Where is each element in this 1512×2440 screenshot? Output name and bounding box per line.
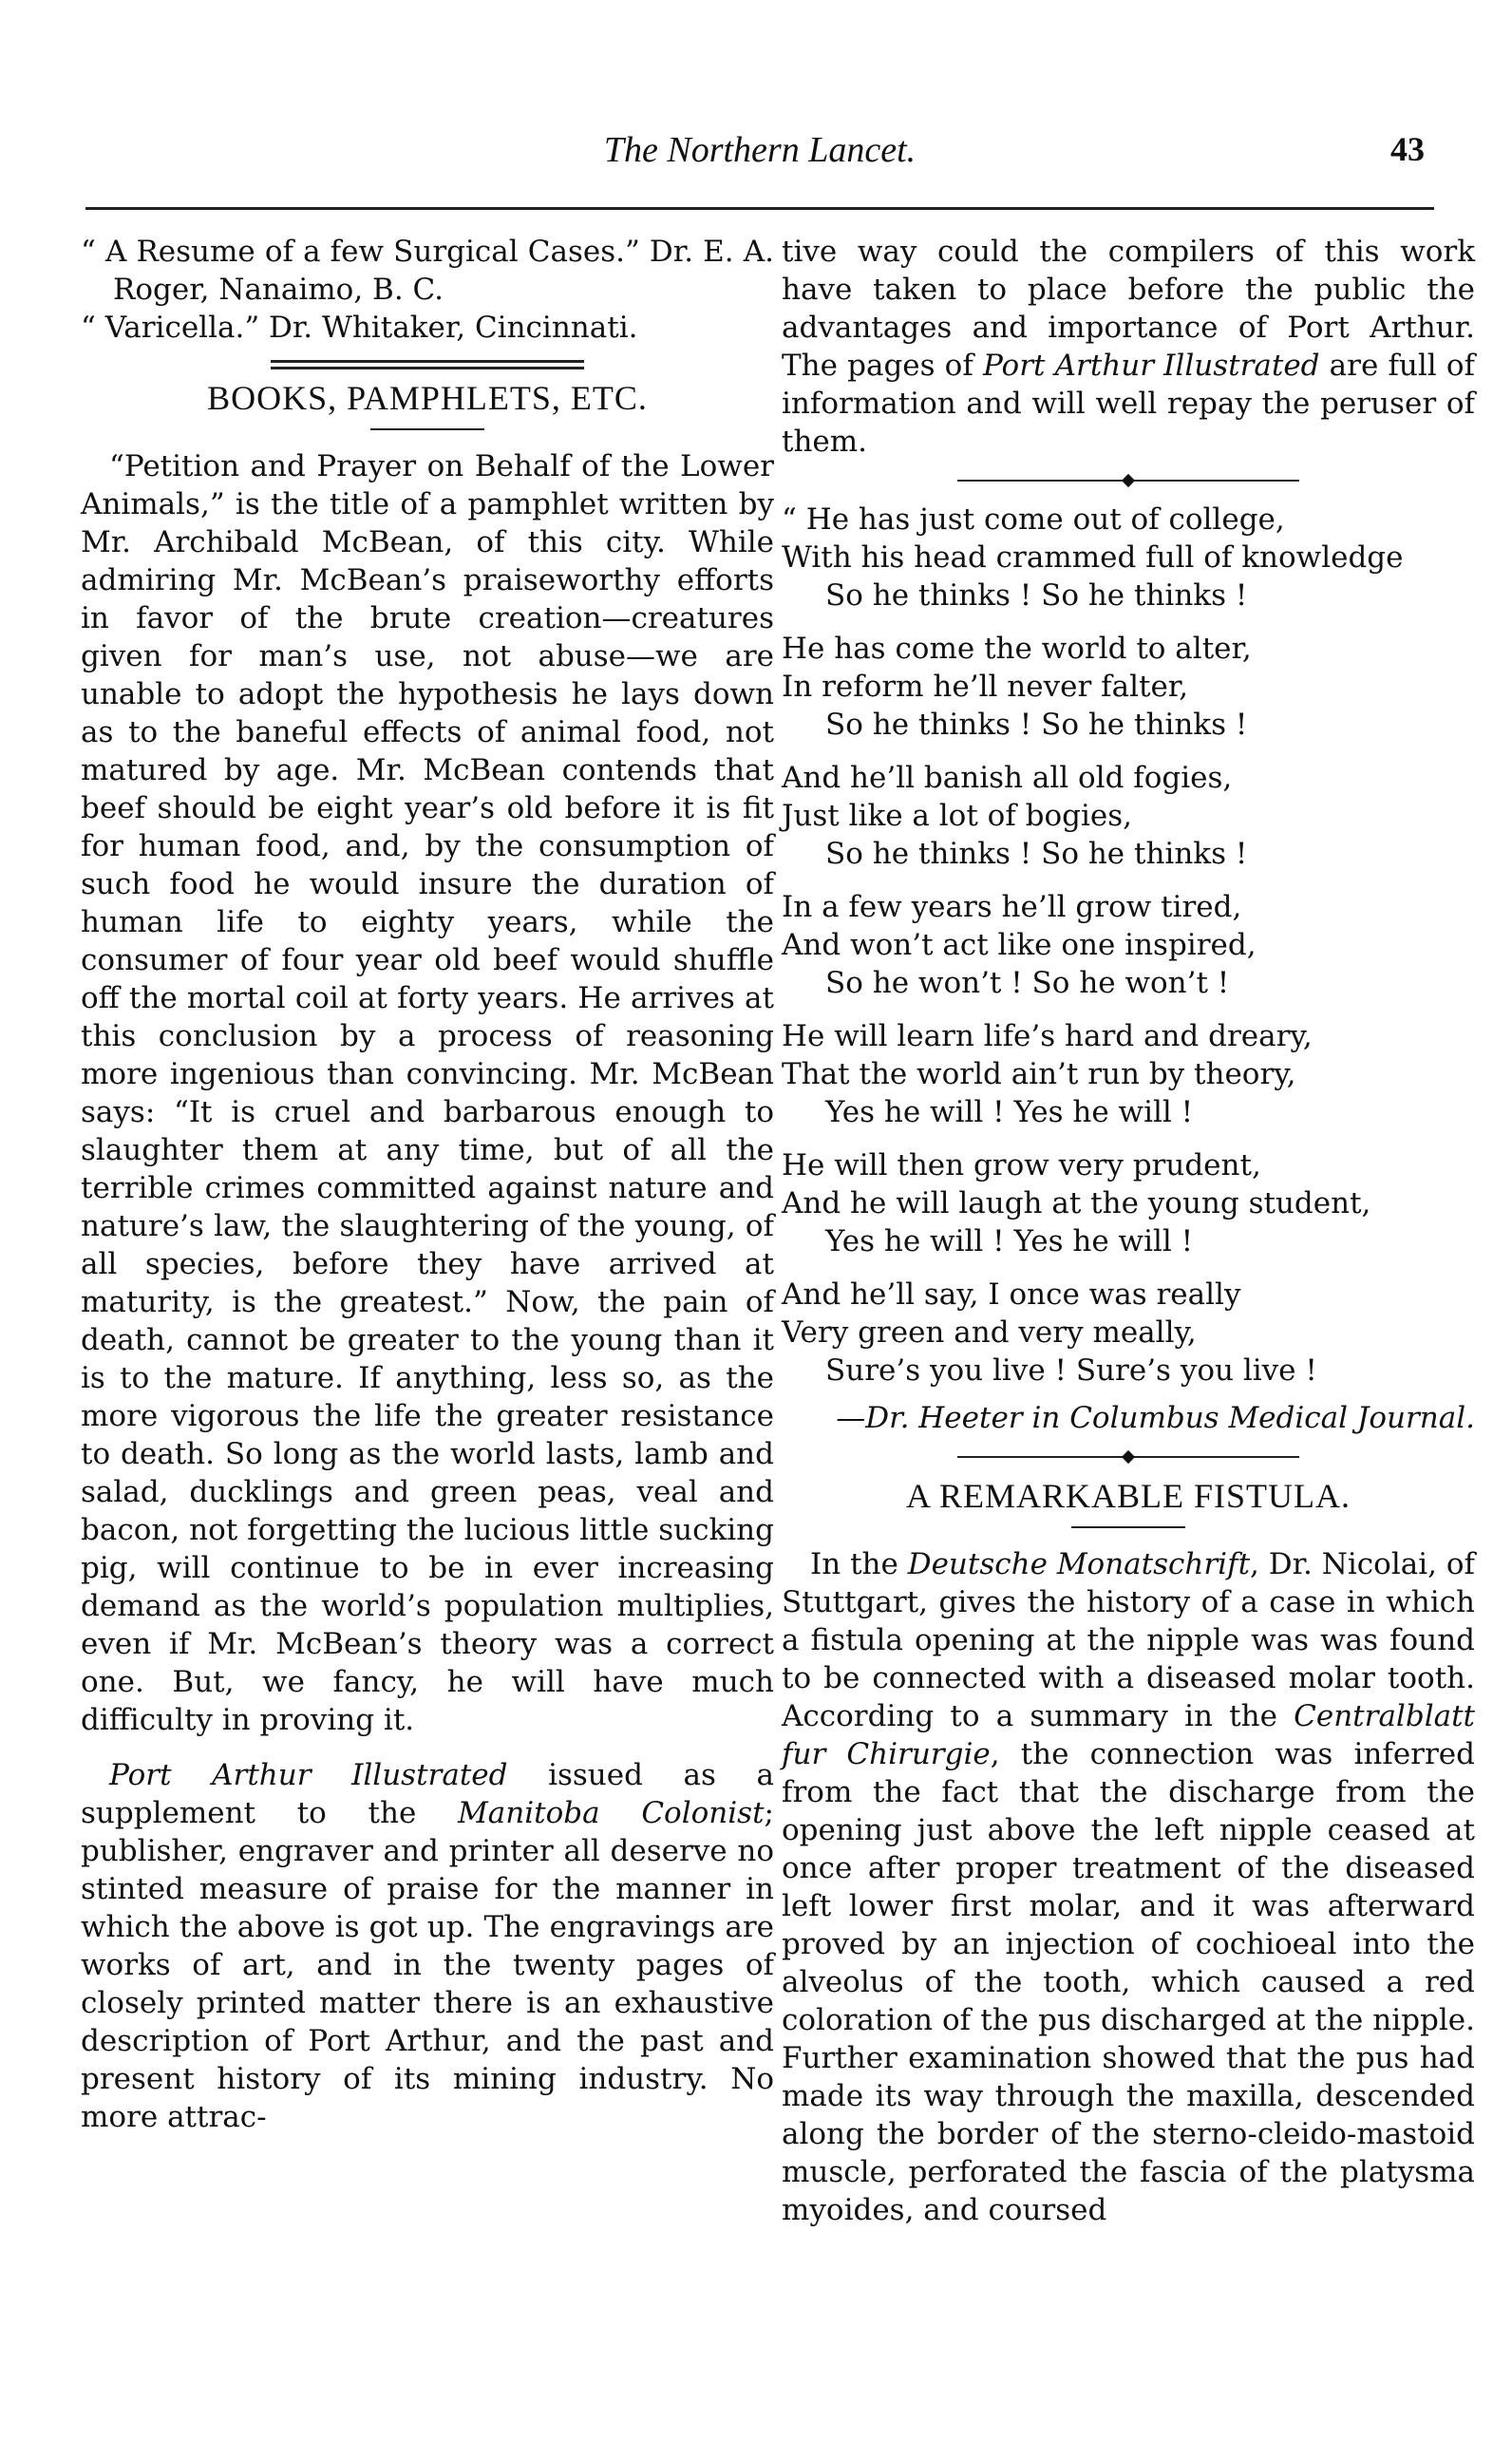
- page-header: [85, 129, 1434, 186]
- verse-refrain: So he thinks ! So he thinks !: [825, 837, 1248, 871]
- section-title-fistula: A REMARKABLE FISTULA.: [905, 1477, 1351, 1515]
- section-title-books: BOOKS, PAMPHLETS, ETC.: [207, 379, 648, 417]
- poem-stanza: [782, 1017, 1475, 1131]
- title-underline: [370, 428, 484, 430]
- running-title: The Northern Lancet.: [603, 130, 917, 170]
- verse-refrain: So he thinks ! So he thinks !: [825, 708, 1248, 742]
- poem-stanza: [782, 1146, 1475, 1260]
- paragraph-petition: “Petition and Prayer on Behalf of the Lower Animals,” is the title of a pamphlet written by Mr. Archibald McBean, of this city. While admiring Mr. McBean’s praiseworthy efforts in favor of the brute creation—creatures given for man’s use, not abuse—we are unable to adopt the hypothesis he lays down as to the baneful effects of animal food, not matured by age. Mr. McBean contends that beef should be eight year’s old before it is fit for human food, and, by the consumption of such food he would insure the duration of human life to eighty years, while the consumer of four year old beef would shuffle off the mortal coil at forty years. He arrives at this conclusion by a process of reasoning more ingenious than convincing. Mr. McBean says: “It is cruel and barbarous enough to slaughter them at any time, but of all the terrible crimes committed against nature and nature’s law, the slaughtering of the young, of all species, before they have arrived at maturity, is the greatest.” Now, the pain of death, cannot be greater to the young than it is to the mature. If anything, less so, as the more vigorous the life the greater resistance to death. So long as the world lasts, lamb and salad, ducklings and green peas, veal and bacon, not forgetting the lucious little sucking pig, will continue to be in ever increasing demand as the world’s population multiplies, even if Mr. McBean’s theory was a correct one. But, we fancy, he will have much difficulty in proving it.: [81, 449, 774, 1737]
- poem: [782, 501, 1475, 1390]
- right-column: [782, 233, 1475, 2229]
- paragraph-fistula: In the Deutsche Monatschrift, Dr. Nicolai, of Stuttgart, gives the history of a case in which a fistula opening at the nipple was was found to be connected with a diseased molar tooth. According to a summary in the Centralblatt fur Chirurgie, the connection was inferred from the fact that the discharge from the opening just above the left nipple ceased at once after proper treatment of the diseased left lower first molar, and it was afterward proved by an injection of cochioeal into the alveolus of the tooth, which caused a red coloration of the pus discharged at the nipple. Further examination showed that the pus had made its way through the maxilla, descended along the border of the sterno-cleido-mastoid muscle, perforated the fascia of the platysma myoides, and coursed: [782, 1547, 1475, 2227]
- verse-line: “ He has just come out of college,: [782, 502, 1285, 537]
- verse-line: In reform he’ll never falter,: [782, 670, 1189, 704]
- verse-line: He will then grow very prudent,: [782, 1148, 1261, 1182]
- poem-stanza: [782, 888, 1475, 1002]
- verse-line: He will learn life’s hard and dreary,: [782, 1019, 1313, 1053]
- verse-line: And he’ll say, I once was really: [782, 1277, 1241, 1312]
- publication-title: Port Arthur Illustrated: [109, 1758, 508, 1792]
- verse-line: And he’ll banish all old fogies,: [782, 761, 1233, 795]
- verse-line: That the world ain’t run by theory,: [782, 1057, 1296, 1091]
- poem-stanza: [782, 1276, 1475, 1390]
- verse-line: And won’t act like one inspired,: [782, 928, 1257, 962]
- verse-refrain: Sure’s you live ! Sure’s you live !: [825, 1353, 1317, 1388]
- journal-title: Centralblatt fur Chirurgie: [782, 1699, 1475, 1771]
- list-item: “ A Resume of a few Surgical Cases.” Dr. E. A. Roger, Nanaimo, B. C.: [81, 235, 774, 307]
- paragraph-continued: tive way could the compilers of this work have taken to place before the public the advantages and importance of Port Arthur. The pages of Port Arthur Illustrated are full of information and will well repay the peruser of them.: [782, 235, 1475, 459]
- verse-line: In a few years he’ll grow tired,: [782, 890, 1242, 924]
- poem-attribution: —Dr. Heeter in Columbus Medical Journal.: [836, 1401, 1475, 1435]
- verse-line: He has come the world to alter,: [782, 632, 1252, 666]
- section-divider: [271, 360, 584, 369]
- verse-refrain: Yes he will ! Yes he will !: [825, 1224, 1194, 1258]
- paragraph-port-arthur: Port Arthur Illustrated issued as a supplement to the Manitoba Colonist; publisher, engraver and printer all deserve no stinted measure of praise for the manner in which the above is got up. The engravings are works of art, and in the twenty pages of closely printed matter there is an exhaustive description of Port Arthur, and the past and present history of its mining industry. No more attrac-: [81, 1758, 774, 2134]
- page-number: 43: [1390, 130, 1425, 168]
- ornamental-divider: [957, 476, 1299, 485]
- verse-line: With his head crammed full of knowledge: [782, 540, 1404, 575]
- verse-refrain: So he won’t ! So he won’t !: [825, 966, 1230, 1000]
- verse-refrain: So he thinks ! So he thinks !: [825, 578, 1248, 613]
- verse-line: Just like a lot of bogies,: [782, 799, 1133, 833]
- publication-title: Manitoba Colonist: [458, 1796, 765, 1830]
- title-underline: [1071, 1526, 1185, 1528]
- poem-stanza: [782, 501, 1475, 615]
- ornamental-divider: [957, 1452, 1299, 1462]
- verse-line: Very green and very meally,: [782, 1315, 1197, 1350]
- journal-title: Deutsche Monatschrift: [907, 1547, 1251, 1581]
- poem-stanza: [782, 630, 1475, 744]
- list-item: “ Varicella.” Dr. Whitaker, Cincinnati.: [81, 311, 638, 345]
- publication-title: Port Arthur Illustrated: [982, 349, 1320, 383]
- poem-stanza: [782, 759, 1475, 873]
- header-rule: [85, 207, 1434, 210]
- left-column: [81, 233, 774, 2136]
- verse-refrain: Yes he will ! Yes he will !: [825, 1095, 1194, 1129]
- verse-line: And he will laugh at the young student,: [782, 1186, 1371, 1220]
